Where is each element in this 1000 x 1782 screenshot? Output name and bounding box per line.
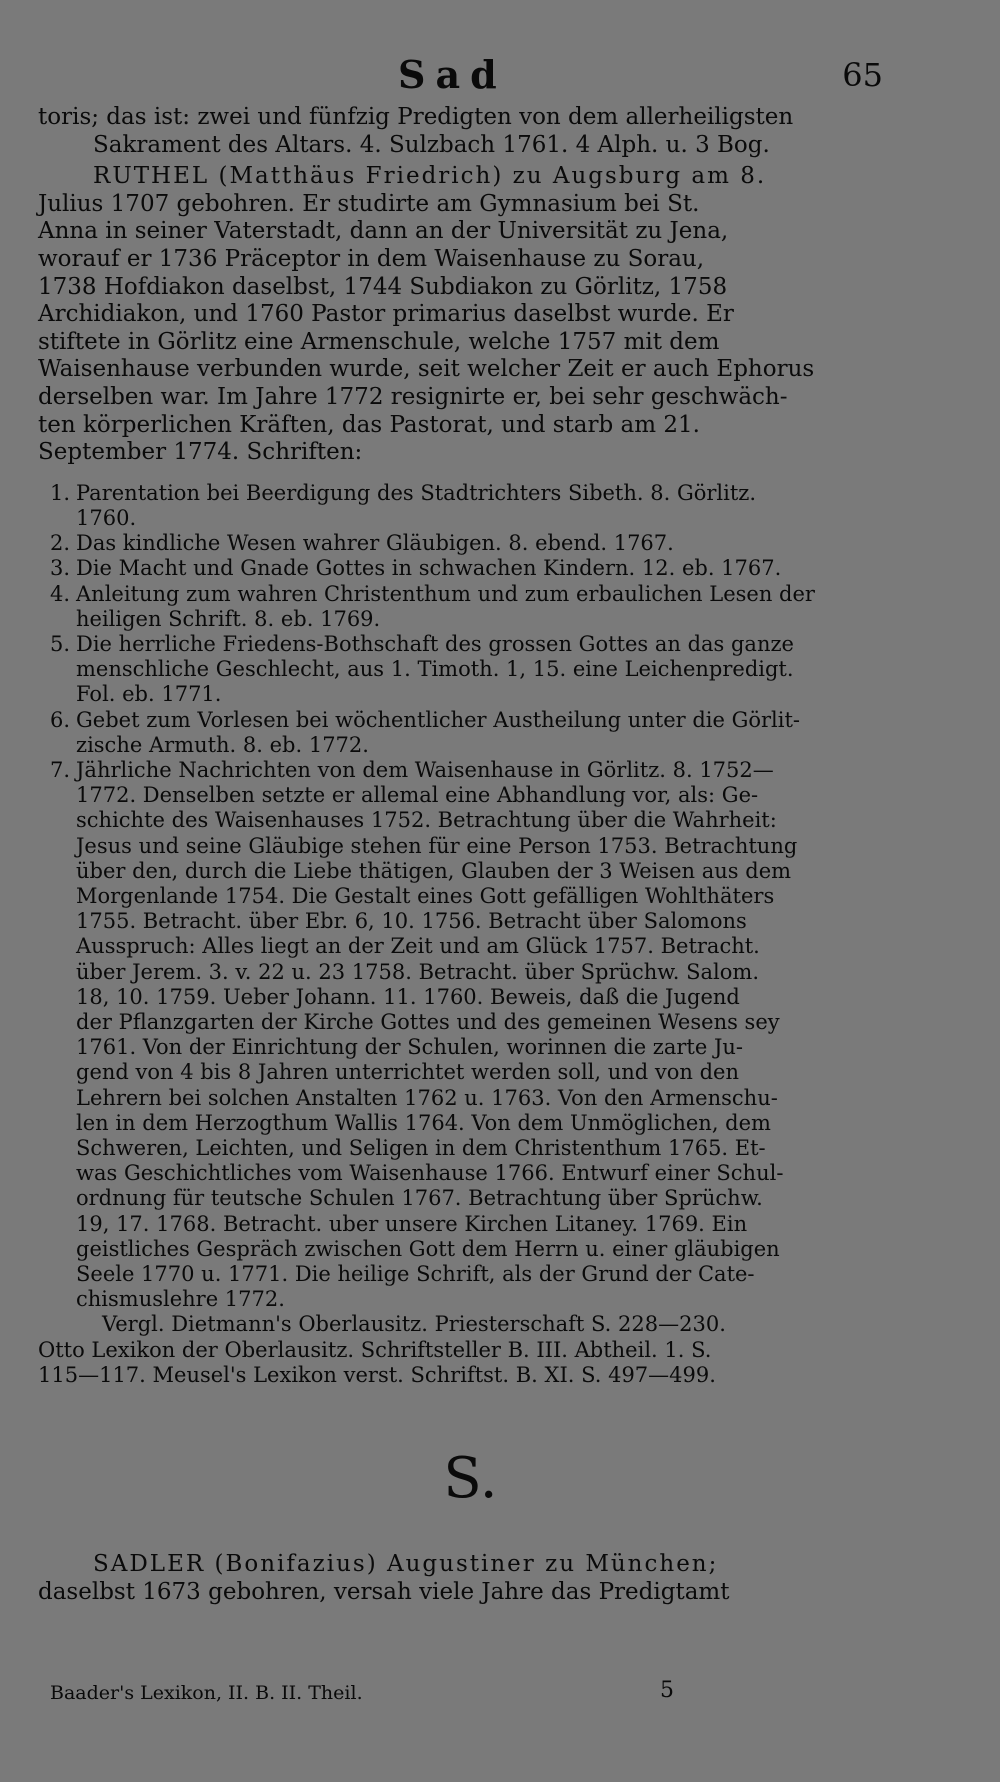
text-line: stiftete in Görlitz eine Armenschule, welche 1757 mit dem bbox=[38, 328, 720, 355]
writings-list bbox=[38, 481, 883, 1313]
text-line: 1738 Hofdiakon daselbst, 1744 Subdiakon zu Görlitz, 1758 bbox=[38, 273, 728, 300]
intro-paragraph bbox=[38, 104, 883, 159]
list-line: Jährliche Nachrichten von dem Waisenhause in Görlitz. 8. 1752— bbox=[76, 757, 774, 782]
list-line: 1755. Betracht. über Ebr. 6, 10. 1756. Betracht über Salomons bbox=[76, 909, 747, 934]
page bbox=[38, 52, 883, 1606]
entry-heading-line: RUTHEL (Matthäus Friedrich) zu Augsburg am 8. bbox=[93, 163, 767, 190]
list-line: 1760. bbox=[76, 505, 137, 530]
list-line: was Geschichtliches vom Waisenhause 1766. Entwurf einer Schul- bbox=[76, 1161, 784, 1186]
list-line: Jesus und seine Gläubige stehen für eine Person 1753. Betrachtung bbox=[76, 833, 798, 858]
text-line: Sakrament des Altars. 4. Sulzbach 1761. 4 Alph. u. 3 Bog. bbox=[93, 131, 770, 158]
text-line: worauf er 1736 Präceptor in dem Waisenhause zu Sorau, bbox=[38, 245, 705, 272]
list-item bbox=[38, 632, 883, 708]
list-line: Die Macht und Gnade Gottes in schwachen Kindern. 12. eb. 1767. bbox=[76, 556, 782, 581]
list-item bbox=[38, 481, 883, 531]
list-number: 6. bbox=[49, 707, 70, 732]
list-line: 18, 10. 1759. Ueber Johann. 11. 1760. Beweis, daß die Jugend bbox=[76, 984, 740, 1009]
list-line: menschliche Geschlecht, aus 1. Timoth. 1, 15. eine Leichenpredigt. bbox=[76, 657, 794, 682]
sheet-number: 5 bbox=[660, 1678, 674, 1703]
text-line: Archidiakon, und 1760 Pastor primarius daselbst wurde. Er bbox=[38, 301, 734, 328]
reference-line: 115—117. Meusel's Lexikon verst. Schriftst. B. XI. S. 497—499. bbox=[38, 1362, 716, 1387]
references bbox=[38, 1312, 883, 1388]
list-item-text bbox=[76, 708, 883, 758]
list-line: Seele 1770 u. 1771. Die heilige Schrift, als der Grund der Cate- bbox=[76, 1262, 755, 1287]
list-line: gend von 4 bis 8 Jahren unterrichtet werden soll, und von den bbox=[76, 1060, 739, 1085]
list-line: Parentation bei Beerdigung des Stadtrichters Sibeth. 8. Görlitz. bbox=[76, 480, 757, 505]
list-line: geistliches Gespräch zwischen Gott dem Herrn u. einer gläubigen bbox=[76, 1236, 780, 1261]
entry-heading-line: SADLER (Bonifazius) Augustiner zu München; bbox=[93, 1551, 719, 1578]
list-number: 5. bbox=[49, 631, 70, 656]
list-line: chismuslehre 1772. bbox=[76, 1287, 285, 1312]
list-item bbox=[38, 708, 883, 758]
list-line: Schweren, Leichten, und Seligen in dem Christenthum 1765. Et- bbox=[76, 1136, 766, 1160]
list-item bbox=[38, 556, 883, 581]
list-line: zische Armuth. 8. eb. 1772. bbox=[76, 732, 369, 757]
list-line: 19, 17. 1768. Betracht. uber unsere Kirchen Litaney. 1769. Ein bbox=[76, 1211, 748, 1236]
list-line: der Pflanzgarten der Kirche Gottes und des gemeinen Wesens sey bbox=[76, 1009, 780, 1034]
text-line: Julius 1707 gebohren. Er studirte am Gymnasium bei St. bbox=[38, 190, 700, 217]
list-line: Morgenlande 1754. Die Gestalt eines Gott gefälligen Wohlthäters bbox=[76, 883, 775, 908]
list-line: schichte des Waisenhauses 1752. Betrachtung über die Wahrheit: bbox=[76, 808, 777, 833]
running-head: Sad bbox=[398, 52, 507, 97]
list-line: Gebet zum Vorlesen bei wöchentlicher Austheilung unter die Görlit- bbox=[76, 707, 801, 732]
entry-sadler bbox=[38, 1551, 883, 1606]
list-line: heiligen Schrift. 8. eb. 1769. bbox=[76, 606, 381, 631]
list-line: Lehrern bei solchen Anstalten 1762 u. 1763. Von den Armenschu- bbox=[76, 1085, 778, 1110]
list-line: über Jerem. 3. v. 22 u. 23 1758. Betracht. über Sprüchw. Salom. bbox=[76, 959, 759, 984]
list-line: über den, durch die Liebe thätigen, Glauben der 3 Weisen aus dem bbox=[76, 858, 792, 883]
list-line: Das kindliche Wesen wahrer Gläubigen. 8. ebend. 1767. bbox=[76, 531, 674, 556]
text-line: September 1774. Schriften: bbox=[38, 439, 363, 466]
text-line: daselbst 1673 gebohren, versah viele Jahre das Predigtamt bbox=[38, 1578, 730, 1605]
list-line: Fol. eb. 1771. bbox=[76, 682, 222, 707]
list-line: Die herrliche Friedens-Bothschaft des grossen Gottes an das ganze bbox=[76, 631, 794, 656]
list-line: 1761. Von der Einrichtung der Schulen, worinnen die zarte Ju- bbox=[76, 1035, 743, 1060]
text-line: ten körperlichen Kräften, das Pastorat, und starb am 21. bbox=[38, 411, 700, 438]
list-number: 2. bbox=[49, 531, 70, 556]
list-item-text bbox=[76, 556, 883, 581]
list-line: Anleitung zum wahren Christenthum und zum erbaulichen Lesen der bbox=[76, 581, 815, 606]
list-number: 7. bbox=[49, 757, 70, 782]
text-line: derselben war. Im Jahre 1772 resignirte er, bei sehr geschwäch- bbox=[38, 383, 788, 410]
list-item-text bbox=[76, 531, 883, 556]
list-item bbox=[38, 582, 883, 632]
text-line: toris; das ist: zwei und fünfzig Predigten von dem allerheiligsten bbox=[38, 104, 794, 130]
list-line: Ausspruch: Alles liegt an der Zeit und am Glück 1757. Betracht. bbox=[76, 934, 760, 959]
list-item bbox=[38, 758, 883, 1312]
entry-ruthel bbox=[38, 163, 883, 1388]
text-line: Waisenhause verbunden wurde, seit welcher Zeit er auch Ephorus bbox=[38, 356, 815, 383]
page-number: 65 bbox=[842, 56, 883, 94]
list-item-text bbox=[76, 758, 883, 1312]
list-item bbox=[38, 531, 883, 556]
section-letter: S. bbox=[443, 1446, 498, 1512]
footer-signature: Baader's Lexikon, II. B. II. Theil. bbox=[50, 1682, 363, 1704]
list-item-text bbox=[76, 582, 883, 632]
list-item-text bbox=[76, 481, 883, 531]
list-line: len in dem Herzogthum Wallis 1764. Von dem Unmöglichen, dem bbox=[76, 1110, 771, 1135]
list-number: 4. bbox=[49, 581, 70, 606]
list-number: 3. bbox=[49, 556, 70, 581]
reference-line: Otto Lexikon der Oberlausitz. Schriftsteller B. III. Abtheil. 1. S. bbox=[38, 1337, 712, 1362]
reference-line: Vergl. Dietmann's Oberlausitz. Priesterschaft S. 228—230. bbox=[102, 1312, 726, 1337]
list-line: 1772. Denselben setzte er allemal eine Abhandlung vor, als: Ge- bbox=[76, 783, 759, 808]
list-item-text bbox=[76, 632, 883, 708]
page-header bbox=[38, 52, 883, 104]
text-line: Anna in seiner Vaterstadt, dann an der Universität zu Jena, bbox=[38, 218, 729, 245]
list-number: 1. bbox=[49, 480, 70, 505]
list-line: ordnung für teutsche Schulen 1767. Betrachtung über Sprüchw. bbox=[76, 1186, 763, 1211]
